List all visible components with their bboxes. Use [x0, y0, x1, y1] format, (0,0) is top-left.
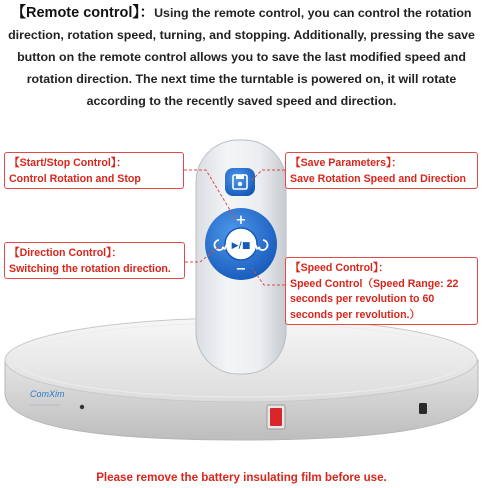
- speed-title: 【Speed Control】：: [290, 262, 389, 274]
- direction-pad[interactable]: [205, 208, 277, 280]
- plus-icon[interactable]: +: [235, 213, 247, 228]
- save-parameters-callout: [285, 152, 478, 189]
- speed-callout: [285, 257, 478, 325]
- minus-icon[interactable]: −: [235, 262, 247, 277]
- start-stop-body: Control Rotation and Stop: [9, 172, 141, 185]
- start-stop-callout: [4, 152, 184, 189]
- direction-title: 【Direction Control】：: [9, 247, 122, 259]
- usb-port: [419, 403, 427, 414]
- direction-callout: [4, 242, 185, 279]
- start-stop-title: 【Start/Stop Control】：: [9, 157, 127, 169]
- turntable-brand: ComXim: [30, 389, 65, 399]
- direction-body: Switching the rotation direction.: [9, 262, 171, 275]
- save-button[interactable]: [225, 168, 255, 196]
- turntable-indicator: [80, 405, 84, 409]
- intro-lead: 【Remote control】：: [11, 5, 155, 21]
- intro-text: Using the remote control, you can control the rotation direction, rotation speed, turning, and stopping. Additionally, pressing the save button on the remote control allows you to save the last modified speed and rotation direction. The next time the turntable is powered on, it will rotate according to the recently saved speed and direction.: [8, 6, 475, 108]
- battery-notice: Please remove the battery insulating film before use.: [96, 471, 387, 484]
- save-parameters-title: 【Save Parameters】：: [290, 157, 402, 169]
- save-parameters-body: Save Rotation Speed and Direction: [290, 172, 467, 185]
- power-switch-rocker: [270, 408, 282, 426]
- play-pause-label: ▶/■: [231, 241, 251, 251]
- remote-control: [196, 140, 286, 374]
- speed-body: Speed Control（Speed Range: 22 seconds per revolution to 60 seconds per revolution.）: [290, 277, 459, 321]
